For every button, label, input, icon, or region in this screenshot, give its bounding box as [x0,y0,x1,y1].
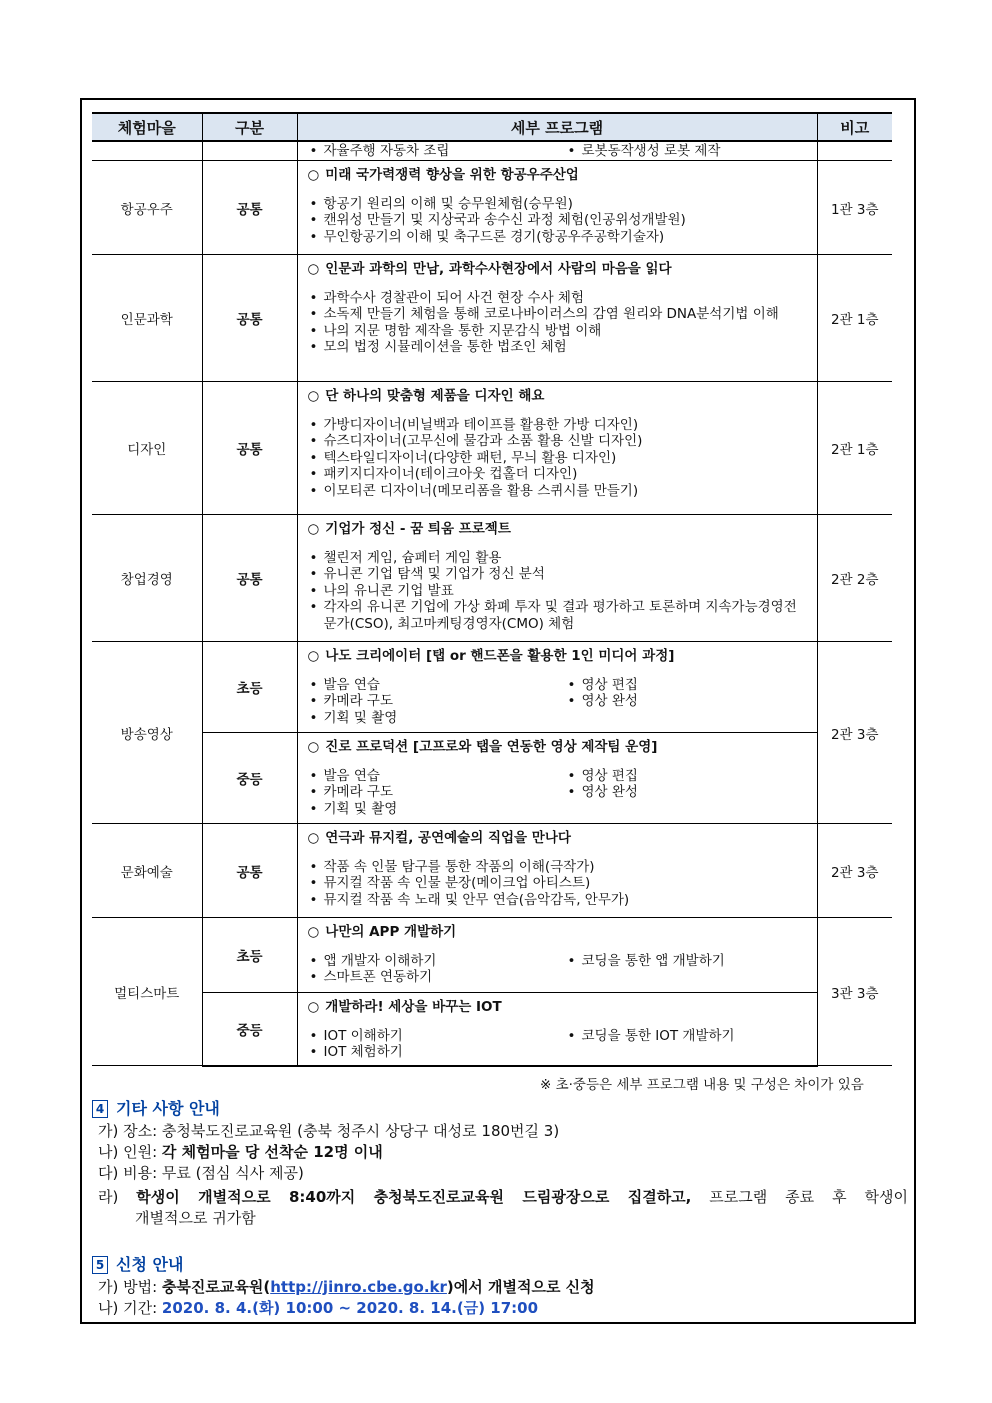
list-item: • IOT 체험하기 [308,1044,566,1061]
group-cell: 초등 [202,918,297,993]
table-row [92,918,892,993]
program-title: ○ 연극과 뮤지컬, 공연예술의 직업을 만나다 [307,830,571,846]
table-header-row [92,113,892,141]
list-item: • 영상 완성 [566,693,809,710]
list-item: • 기획 및 촬영 [308,801,566,818]
note-cell: 2관 3층 [817,824,892,918]
info-cost: 다) 비용: 무료 (점심 식사 제공) [98,1164,304,1182]
list-item: • 캔위성 만들기 및 지상국과 송수신 과정 체험(인공위성개발원) [308,212,809,229]
list-item: • 로봇동작생성 로봇 제작 [566,143,809,160]
list-item: • IOT 이해하기 [308,1028,566,1045]
table-row [92,824,892,918]
table-row [92,515,892,642]
list-item: • 카메라 구도 [308,693,566,710]
village-cell: 항공우주 [92,161,202,255]
list-item: • 스마트폰 연동하기 [308,969,566,986]
section-number-box: 4 [92,1100,108,1118]
list-item: • 발음 연습 [308,677,566,694]
list-item: • 앱 개발자 이해하기 [308,953,566,970]
village-cell: 인문과학 [92,255,202,382]
list-item: • 이모티콘 디자이너(메모리폼을 활용 스퀴시를 만들기) [308,483,809,500]
program-title: ○ 미래 국가력쟁력 향상을 위한 항공우주산업 [307,167,579,183]
program-title: ○ 나도 크리에이터 [탭 or 핸드폰을 활용한 1인 미디어 과정] [307,648,675,664]
village-cell: 창업경영 [92,515,202,642]
program-table [92,112,892,1067]
group-cell: 중등 [202,733,297,824]
program-title: ○ 기업가 정신 - 꿈 틔움 프로젝트 [307,521,511,537]
list-item: • 코딩을 통한 IOT 개발하기 [566,1028,809,1045]
list-item: • 나의 유니콘 기업 발표 [308,583,809,600]
list-item: • 가방디자이너(비닐백과 테이프를 활용한 가방 디자인) [308,417,809,434]
table-row [92,733,892,824]
info-place: 가) 장소: 충청북도진로교육원 (충북 청주시 상당구 대성로 180번길 3) [98,1122,560,1140]
section-heading: 5 신청 안내 [92,1254,908,1275]
list-item: • 과학수사 경찰관이 되어 사건 현장 수사 체험 [308,290,809,307]
group-cell: 중등 [202,993,297,1066]
note-cell: 2관 1층 [817,382,892,515]
info-people: 나) 인원: 각 체험마을 당 선착순 12명 이내 [98,1143,383,1161]
list-item: • 발음 연습 [308,768,566,785]
list-item: • 모의 법정 시뮬레이션을 통한 법조인 체험 [308,339,809,356]
note-cell: 2관 1층 [817,255,892,382]
header-note: 비고 [817,113,892,141]
section-number-box: 5 [92,1256,108,1274]
header-detail: 세부 프로그램 [297,113,817,141]
list-item: • 뮤지컬 작품 속 노래 및 안무 연습(음악감독, 안무가) [308,892,809,909]
list-item: • 영상 편집 [566,677,809,694]
section-heading: 4 기타 사항 안내 [92,1098,908,1119]
list-item: • 텍스타일디자이너(다양한 패턴, 무늬 활용 디자인) [308,450,809,467]
list-item: • 유니콘 기업 탐색 및 기업가 정신 분석 [308,566,809,583]
group-cell: 공통 [202,255,297,382]
list-item: • 무인항공기의 이해 및 축구드론 경기(항공우주공학기술자) [308,229,809,246]
note-cell: 2관 3층 [817,642,892,824]
table-row [92,141,892,161]
program-title: ○ 진로 프로덕션 [고프로와 탭을 연동한 영상 제작팀 운영] [307,739,658,755]
group-cell: 공통 [202,161,297,255]
program-title: ○ 단 하나의 맞춤형 제품을 디자인 해요 [307,388,545,404]
info-gather: 라) 학생이 개별적으로 8:40까지 충청북도진로교육원 드림광장으로 집결하고, 프로그램 종료 후 학생이 [98,1188,908,1206]
program-title: ○ 인문과 과학의 만남, 과학수사현장에서 사람의 마음을 읽다 [307,261,672,277]
program-title: ○ 나만의 APP 개발하기 [307,924,457,940]
list-item: • 슈즈디자이너(고무신에 물감과 소품 활용 신발 디자인) [308,433,809,450]
table-row [92,255,892,382]
table-footnote: ※ 초·중등은 세부 프로그램 내용 및 구성은 차이가 있음 [540,1077,864,1093]
list-item: • 소독제 만들기 체험을 통해 코로나바이러스의 감염 원리와 DNA분석기법 이해 [308,306,809,323]
list-item: • 기획 및 촬영 [308,710,566,727]
section-apply-info [92,1254,908,1319]
list-item: • 각자의 유니콘 기업에 가상 화폐 투자 및 결과 평가하고 토론하며 지속가능경영전문가(CSO), 최고마케팅경영자(CMO) 체험 [308,599,809,632]
apply-method: 가) 방법: 충북진로교육원(http://jinro.cbe.go.kr)에서 개별적으로 신청 [98,1278,595,1296]
header-village: 체험마을 [92,113,202,141]
header-group: 구분 [202,113,297,141]
list-item: • 코딩을 통한 앱 개발하기 [566,953,809,970]
list-item: • 패키지디자이너(테이크아웃 컵홀더 디자인) [308,466,809,483]
list-item: • 나의 지문 명함 제작을 통한 지문감식 방법 이해 [308,323,809,340]
list-item: • 영상 완성 [566,784,809,801]
section-other-info [92,1098,908,1229]
list-item: • 영상 편집 [566,768,809,785]
group-cell: 초등 [202,642,297,733]
table-row [92,161,892,255]
list-item: • 항공기 원리의 이해 및 승무원체험(승무원) [308,196,809,213]
list-item: • 챌린저 게임, 슘페터 게임 활용 [308,550,809,567]
note-cell: 3관 3층 [817,918,892,1066]
group-cell: 공통 [202,382,297,515]
program-title: ○ 개발하라! 세상을 바꾸는 IOT [307,999,502,1015]
info-gather-cont: 개별적으로 귀가함 [135,1209,256,1227]
village-cell: 문화예술 [92,824,202,918]
list-item: • 카메라 구도 [308,784,566,801]
list-item: • 자율주행 자동차 조립 [308,143,566,160]
group-cell: 공통 [202,824,297,918]
apply-period: 나) 기간: 2020. 8. 4.(화) 10:00 ~ 2020. 8. 14.(금) 17:00 [98,1299,539,1317]
note-cell: 1관 3층 [817,161,892,255]
apply-url-link[interactable]: http://jinro.cbe.go.kr [270,1278,447,1296]
village-cell: 방송영상 [92,642,202,824]
group-cell: 공통 [202,515,297,642]
village-cell: 디자인 [92,382,202,515]
table-row [92,642,892,733]
list-item: • 작품 속 인물 탐구를 통한 작품의 이해(극작가) [308,859,809,876]
table-row [92,382,892,515]
village-cell: 멀티스마트 [92,918,202,1066]
table-row [92,993,892,1066]
note-cell: 2관 2층 [817,515,892,642]
list-item: • 뮤지컬 작품 속 인물 분장(메이크업 아티스트) [308,875,809,892]
